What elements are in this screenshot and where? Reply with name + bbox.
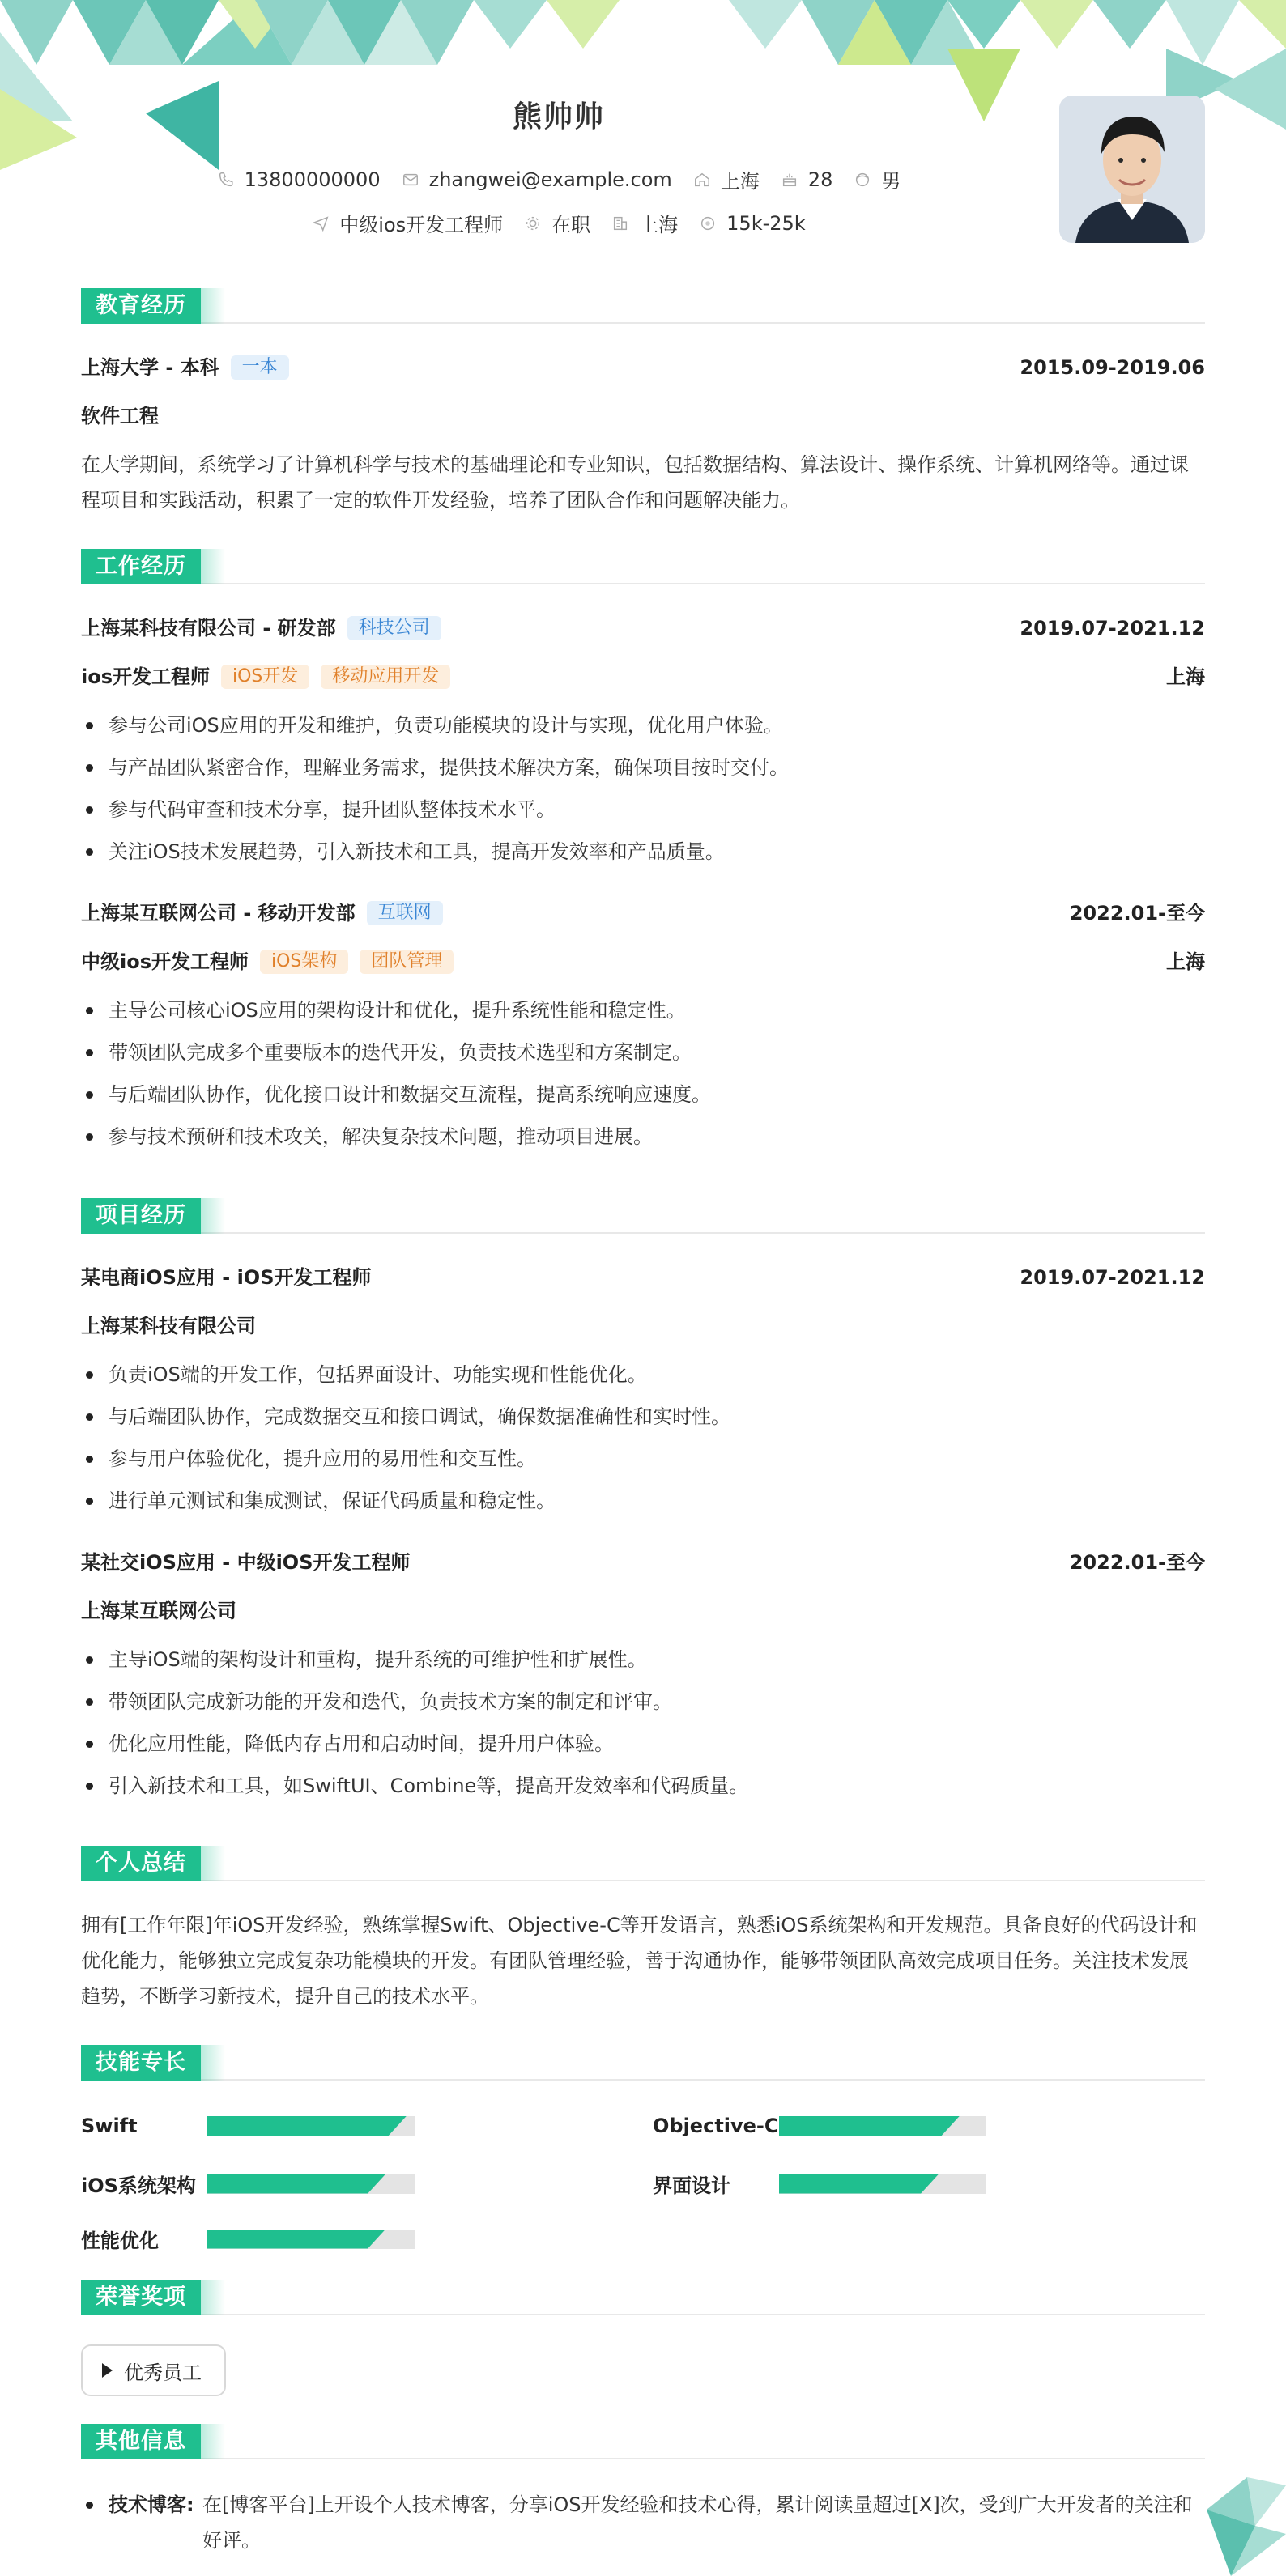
other-section-title: 其他信息 xyxy=(81,2424,201,2459)
gender-text: 男 xyxy=(881,170,901,193)
education-section-title: 教育经历 xyxy=(81,288,201,324)
skill-item xyxy=(653,2115,986,2137)
profile-photo xyxy=(1059,96,1205,243)
phone-item xyxy=(217,168,381,191)
skill-bar xyxy=(779,2174,986,2194)
list-item: 参与代码审查和技术分享，提升团队整体技术水平。 xyxy=(81,789,1205,831)
project-bullets xyxy=(81,1354,1205,1522)
list-item: 优化应用性能，降低内存占用和启动时间，提升用户体验。 xyxy=(81,1723,1205,1765)
skill-bar-fill xyxy=(779,2116,960,2136)
caret-right-icon xyxy=(102,2363,113,2378)
work-role-tag: 移动应用开发 xyxy=(321,665,450,689)
award-label: 优秀员工 xyxy=(124,2361,202,2384)
gender-icon xyxy=(854,171,871,189)
work-role: ios开发工程师 xyxy=(81,665,210,688)
footer-decoration xyxy=(1199,2477,1286,2576)
work-period: 2022.01-至今 xyxy=(1069,902,1205,925)
list-item: 关注iOS技术发展趋势，引入新技术和工具，提高开发效率和产品质量。 xyxy=(81,831,1205,873)
contact-row xyxy=(81,165,1037,193)
list-item: 主导公司核心iOS应用的架构设计和优化，提升系统性能和稳定性。 xyxy=(81,989,1205,1031)
awards-section-title: 荣誉奖项 xyxy=(81,2280,201,2315)
education-period: 2015.09-2019.06 xyxy=(1020,356,1205,379)
work-role: 中级ios开发工程师 xyxy=(81,950,249,973)
major: 软件工程 xyxy=(81,405,159,427)
list-item: 负责iOS端的开发工作，包括界面设计、功能实现和性能优化。 xyxy=(81,1354,1205,1396)
cake-icon xyxy=(781,171,798,189)
other-section-header xyxy=(81,2424,1205,2459)
school-name: 上海大学 - 本科 xyxy=(81,356,219,379)
job-title-item xyxy=(312,209,503,237)
home-icon xyxy=(693,171,711,189)
list-item: 进行单元测试和集成测试，保证代码质量和稳定性。 xyxy=(81,1480,1205,1522)
work-bullets xyxy=(81,989,1205,1158)
coin-icon xyxy=(699,215,717,232)
email-text: zhangwei@example.com xyxy=(428,168,672,191)
education-section-header xyxy=(81,288,1205,324)
project-company: 上海某互联网公司 xyxy=(81,1600,236,1622)
work-company: 上海某科技有限公司 - 研发部 xyxy=(81,617,336,640)
list-item: 参与用户体验优化，提升应用的易用性和交互性。 xyxy=(81,1438,1205,1480)
other-value: 在[博客平台]上开设个人技术博客，分享iOS开发经验和技术心得，累计阅读量超过[X]次，受到广大开发者的关注和好评。 xyxy=(202,2493,1193,2552)
salary-text: 15k-25k xyxy=(726,211,806,235)
job-title-text: 中级ios开发工程师 xyxy=(339,214,504,236)
skill-name: 性能优化 xyxy=(81,2230,159,2252)
job-row xyxy=(81,209,1037,237)
location-item xyxy=(693,165,760,193)
target-city-item xyxy=(611,209,678,237)
work-role-tag: 团队管理 xyxy=(360,950,454,974)
other-key: 技术博客: xyxy=(109,2493,194,2516)
target-city-text: 上海 xyxy=(639,214,679,236)
education-description: 在大学期间，系统学习了计算机科学与技术的基础理论和专业知识，包括数据结构、算法设计、操作系统、计算机网络等。通过课程项目和实践活动，积累了一定的软件开发经验，培养了团队合作和问题解决能力。 xyxy=(81,453,1189,512)
list-item: 带领团队完成新功能的开发和迭代，负责技术方案的制定和评审。 xyxy=(81,1681,1205,1723)
skill-name: 界面设计 xyxy=(653,2174,730,2197)
skill-name: Objective-C xyxy=(653,2115,779,2137)
work-city: 上海 xyxy=(1166,950,1205,973)
phone-text: 13800000000 xyxy=(244,168,381,191)
candidate-name: 熊帅帅 xyxy=(512,100,605,134)
building-icon xyxy=(611,215,629,232)
age-text: 28 xyxy=(807,168,833,191)
skill-item xyxy=(81,2115,415,2137)
work-city: 上海 xyxy=(1166,665,1205,688)
gear-icon xyxy=(524,215,542,232)
summary-section-title: 个人总结 xyxy=(81,1846,201,1881)
work-company-tag: 科技公司 xyxy=(347,616,441,640)
work-bullets xyxy=(81,704,1205,873)
location-text: 上海 xyxy=(720,170,760,193)
list-item: 引入新技术和工具，如SwiftUI、Combine等，提高开发效率和代码质量。 xyxy=(81,1765,1205,1807)
project-period: 2022.01-至今 xyxy=(1069,1551,1205,1574)
send-icon xyxy=(312,215,330,232)
list-item: 主导iOS端的架构设计和重构，提升系统的可维护性和扩展性。 xyxy=(81,1639,1205,1681)
mail-icon xyxy=(402,171,419,189)
status-text: 在职 xyxy=(551,214,591,236)
summary-text: 拥有[工作年限]年iOS开发经验，熟练掌握Swift、Objective-C等开发语言，熟悉iOS系统架构和开发规范。具备良好的代码设计和优化能力，能够独立完成复杂功能模块的开发。有团队管理经验，善于沟通协作，能够带领团队高效完成项目任务。关注技术发展趋势，不断学习新技术，提升自己的技术水平。 xyxy=(81,1914,1198,2008)
list-item: 参与技术预研和技术攻关，解决复杂技术问题，推动项目进展。 xyxy=(81,1116,1205,1158)
skill-bar-fill xyxy=(207,2230,385,2249)
skill-bar-fill xyxy=(207,2174,385,2194)
gender-item xyxy=(854,165,901,193)
work-company: 上海某互联网公司 - 移动开发部 xyxy=(81,902,356,925)
summary-section-header xyxy=(81,1846,1205,1881)
skill-bar xyxy=(207,2230,415,2249)
list-item: 带领团队完成多个重要版本的迭代开发，负责技术选型和方案制定。 xyxy=(81,1031,1205,1073)
list-item: 与产品团队紧密合作，理解业务需求，提供技术解决方案，确保项目按时交付。 xyxy=(81,746,1205,789)
project-title: 某社交iOS应用 - 中级iOS开发工程师 xyxy=(81,1551,411,1574)
skill-bar xyxy=(207,2116,415,2136)
skills-section-header xyxy=(81,2045,1205,2081)
school-tag: 一本 xyxy=(231,355,289,380)
work-role-tag: iOS开发 xyxy=(221,665,309,689)
skill-item xyxy=(81,2170,415,2198)
work-section-title: 工作经历 xyxy=(81,549,201,584)
skill-bar xyxy=(207,2174,415,2194)
project-bullets xyxy=(81,1639,1205,1807)
work-company-tag: 互联网 xyxy=(367,901,443,925)
project-company: 上海某科技有限公司 xyxy=(81,1315,256,1337)
list-item: 与后端团队协作，优化接口设计和数据交互流程，提高系统响应速度。 xyxy=(81,1073,1205,1116)
status-item xyxy=(524,209,590,237)
projects-section-header xyxy=(81,1198,1205,1234)
work-period: 2019.07-2021.12 xyxy=(1020,617,1205,640)
skill-item xyxy=(81,2225,415,2253)
skill-name: iOS系统架构 xyxy=(81,2174,196,2197)
work-section-header xyxy=(81,549,1205,584)
award-toggle[interactable] xyxy=(81,2344,226,2396)
work-role-tag: iOS架构 xyxy=(260,950,348,974)
skill-bar xyxy=(779,2116,986,2136)
project-period: 2019.07-2021.12 xyxy=(1020,1266,1205,1289)
skills-section-title: 技能专长 xyxy=(81,2045,201,2081)
email-item xyxy=(402,168,672,191)
project-title: 某电商iOS应用 - iOS开发工程师 xyxy=(81,1266,372,1289)
awards-section-header xyxy=(81,2280,1205,2315)
age-item xyxy=(781,168,833,191)
list-item: 与后端团队协作，完成数据交互和接口调试，确保数据准确性和实时性。 xyxy=(81,1396,1205,1438)
list-item: 参与公司iOS应用的开发和维护，负责功能模块的设计与实现，优化用户体验。 xyxy=(81,704,1205,746)
skill-name: Swift xyxy=(81,2115,138,2137)
skill-item xyxy=(653,2170,986,2198)
skill-bar-fill xyxy=(779,2174,939,2194)
projects-section-title: 项目经历 xyxy=(81,1198,201,1234)
phone-icon xyxy=(217,171,235,189)
salary-item xyxy=(699,212,806,235)
skill-bar-fill xyxy=(207,2116,407,2136)
